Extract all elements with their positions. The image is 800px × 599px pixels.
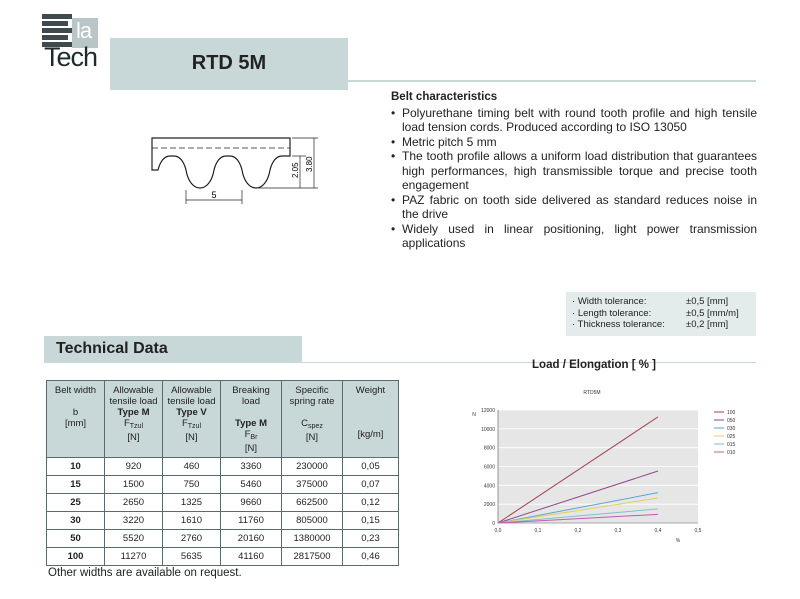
header-breaking-load: Breaking load Type M $F_{Br}$ [N] — [221, 381, 282, 458]
x-tick-label: 0,1 — [534, 528, 542, 534]
header-weight: Weight [kg/m] — [343, 381, 399, 458]
list-item: • Polyurethane timing belt with round tooth profile and high tensile load tension cords. Produced according to ISO 13050 — [391, 106, 757, 135]
title-banner — [110, 38, 348, 90]
y-tick-label: 0 — [492, 521, 495, 527]
table-row: 100 11270 5635 41160 2817500 0,46 — [47, 548, 399, 566]
x-tick-label: 0,4 — [654, 528, 662, 534]
logo-bottom-text: Tech — [44, 42, 98, 72]
y-tick-label: 6000 — [483, 464, 495, 471]
page-title: RTD 5M — [191, 52, 267, 74]
company-logo — [42, 14, 98, 72]
x-axis-label: % — [675, 538, 681, 544]
tolerance-row: · Thickness tolerance: ±0,2 [mm] — [572, 319, 756, 331]
y-tick-label: 4000 — [483, 483, 495, 490]
y-tick-label: 8000 — [483, 445, 495, 452]
table-row: 50 5520 2760 20160 1380000 0,23 — [47, 530, 399, 548]
list-item: • PAZ fabric on tooth side delivered as standard reduces noise in the drive — [391, 193, 757, 222]
technical-data-banner — [44, 336, 302, 362]
availability-note: Other widths are available on request. — [48, 567, 242, 579]
header-belt-width: Belt width b [mm] — [47, 381, 105, 458]
y-tick-label: 12000 — [481, 408, 495, 414]
x-tick-label: 0,2 — [574, 528, 582, 534]
legend-label: 030 — [727, 426, 736, 432]
tooth-height-dimension: 2.05 — [291, 162, 300, 178]
belt-outline — [152, 138, 290, 188]
header-spring-rate: Specific spring rate $C_{spez}$ [N] — [282, 381, 343, 458]
chart-heading: Load / Elongation [ % ] — [532, 359, 656, 371]
table-row: 25 2650 1325 9660 662500 0,12 — [47, 494, 399, 512]
table-row: 30 3220 1610 11760 805000 0,15 — [47, 512, 399, 530]
y-axis-label: N — [472, 412, 476, 418]
header-allowable-m: Allowable tensile load Type M $F_{Tzul}$ [N] — [105, 381, 163, 458]
list-item: • Metric pitch 5 mm — [391, 135, 757, 150]
legend-label: 010 — [727, 450, 736, 456]
table-row: 10 920 460 3360 230000 0,05 — [47, 458, 399, 476]
y-tick-label: 10000 — [481, 426, 495, 433]
legend-label: 025 — [727, 434, 736, 440]
belt-profile-drawing — [140, 120, 320, 210]
pitch-dimension: 5 — [211, 190, 217, 200]
belt-characteristics — [391, 90, 757, 251]
total-height-dimension: 3.80 — [305, 156, 314, 172]
header-divider — [348, 80, 756, 82]
header-allowable-v: Allowable tensile load Type V $F_{Tzul}$ [N] — [163, 381, 221, 458]
logo-top-text: la — [76, 18, 92, 43]
technical-data-title: Technical Data — [56, 340, 168, 357]
x-tick-label: 0,5 — [694, 528, 702, 534]
characteristics-heading: Belt characteristics — [391, 91, 498, 103]
legend-label: 015 — [727, 442, 736, 448]
characteristics-list — [391, 106, 757, 251]
x-tick-label: 0,0 — [494, 528, 502, 534]
list-item: • The tooth profile allows a uniform load distribution that guarantees high performances, high transmissible torque and precise tooth engagement — [391, 149, 757, 193]
tolerance-row: · Width tolerance: ±0,5 [mm] — [572, 296, 756, 308]
tolerance-box — [566, 292, 756, 336]
tolerance-row: · Length tolerance: ±0,5 [mm/m] — [572, 308, 756, 320]
load-elongation-chart — [456, 384, 756, 554]
legend-label: 100 — [727, 410, 736, 416]
chart-title: RTD5M — [583, 390, 601, 396]
table-row: 15 1500 750 5460 375000 0,07 — [47, 476, 399, 494]
table-header-row — [47, 381, 399, 458]
y-tick-label: 2000 — [483, 502, 495, 509]
legend-label: 050 — [727, 418, 736, 424]
technical-data-table — [46, 380, 399, 566]
x-tick-label: 0,3 — [614, 528, 622, 534]
list-item: • Widely used in linear positioning, light power transmission applications — [391, 222, 757, 251]
